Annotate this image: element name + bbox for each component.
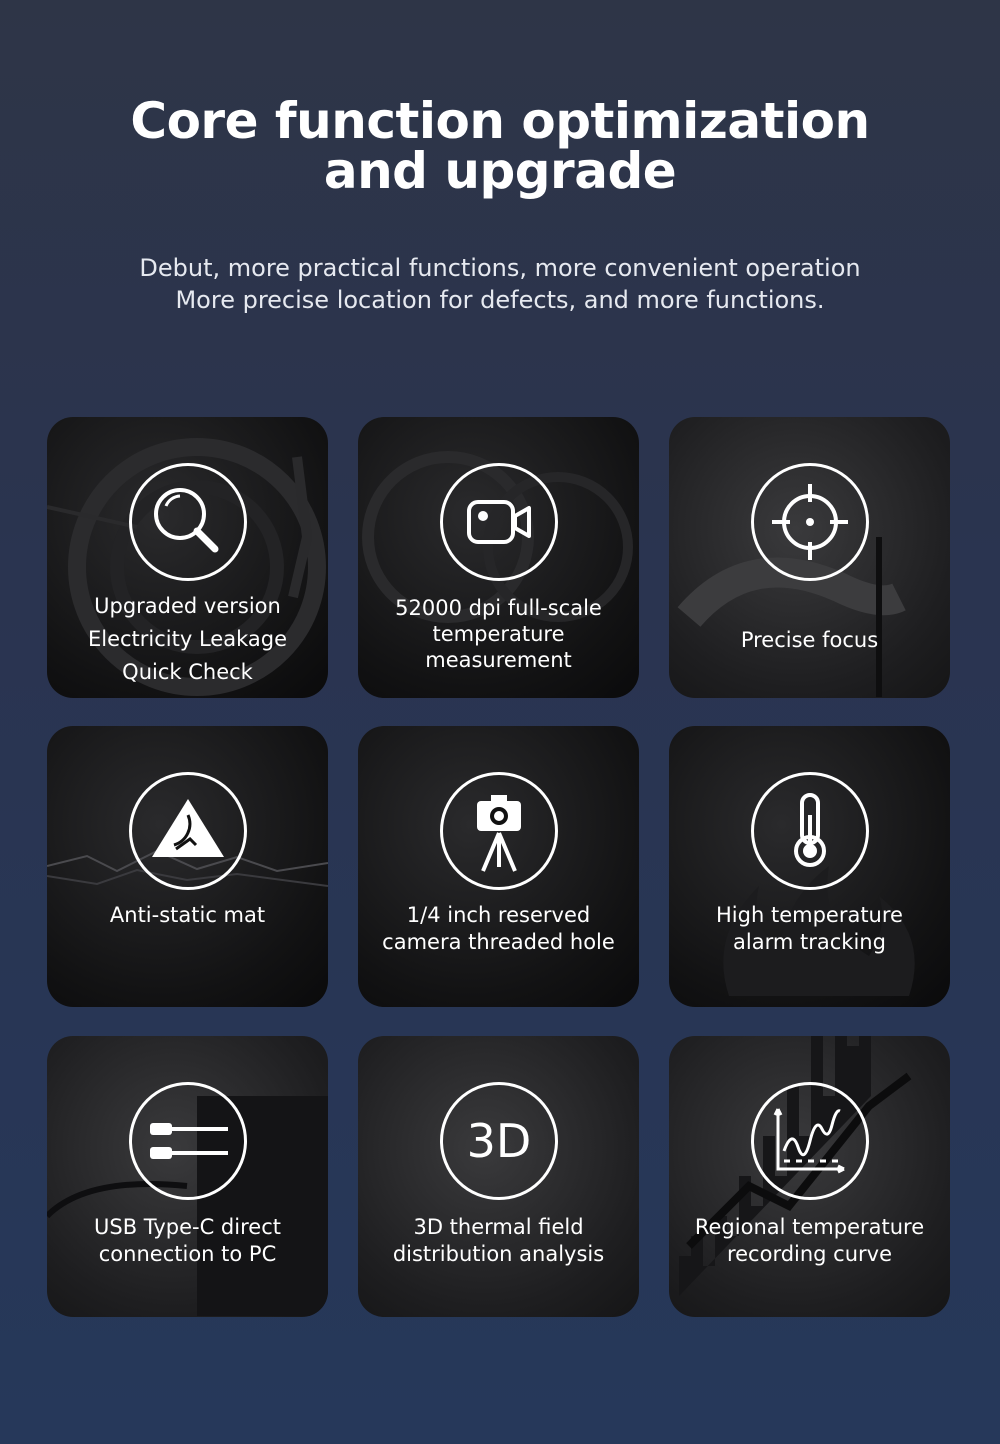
subtitle-line-1: Debut, more practical functions, more convenient operation xyxy=(139,254,861,282)
card-label: 1/4 inch reserved camera threaded hole xyxy=(382,903,615,954)
card-label: High temperature alarm tracking xyxy=(716,903,903,954)
line-chart-icon xyxy=(751,1082,869,1200)
title-line-1: Core function optimization xyxy=(130,92,870,150)
3d-text-icon: 3D xyxy=(440,1082,558,1200)
card-label: USB Type-C direct connection to PC xyxy=(94,1215,281,1266)
card-label: 52000 dpi full-scale temperature measurement xyxy=(395,596,602,672)
subtitle-line-2: More precise location for defects, and more functions. xyxy=(175,286,825,314)
feature-grid xyxy=(47,417,951,1317)
card-label: Upgraded version Electricity Leakage Quick Check xyxy=(87,594,288,684)
feature-card-precise-focus xyxy=(669,417,950,698)
feature-card-usb-type-c xyxy=(47,1036,328,1317)
anti-static-icon xyxy=(129,772,247,890)
card-label: Regional temperature recording curve xyxy=(694,1215,925,1266)
card-label: Precise focus xyxy=(740,628,879,652)
feature-card-3d-analysis xyxy=(358,1036,639,1317)
feature-card-temperature-curve xyxy=(669,1036,950,1317)
feature-card-threaded-hole xyxy=(358,726,639,1007)
card-label: 3D thermal field distribution analysis xyxy=(392,1215,605,1266)
page-subtitle xyxy=(0,252,1000,316)
thermometer-icon xyxy=(751,772,869,890)
magnifier-icon xyxy=(129,463,247,581)
crosshair-icon xyxy=(751,463,869,581)
feature-card-anti-static xyxy=(47,726,328,1007)
card-label: Anti-static mat xyxy=(109,903,266,927)
feature-card-full-scale-measurement xyxy=(358,417,639,698)
feature-card-leakage-check xyxy=(47,417,328,698)
tripod-camera-icon xyxy=(440,772,558,890)
feature-card-high-temperature-alarm xyxy=(669,726,950,1007)
page-title xyxy=(0,92,1000,200)
title-line-2: and upgrade xyxy=(323,142,677,200)
video-camera-icon xyxy=(440,463,558,581)
usb-cable-icon xyxy=(129,1082,247,1200)
